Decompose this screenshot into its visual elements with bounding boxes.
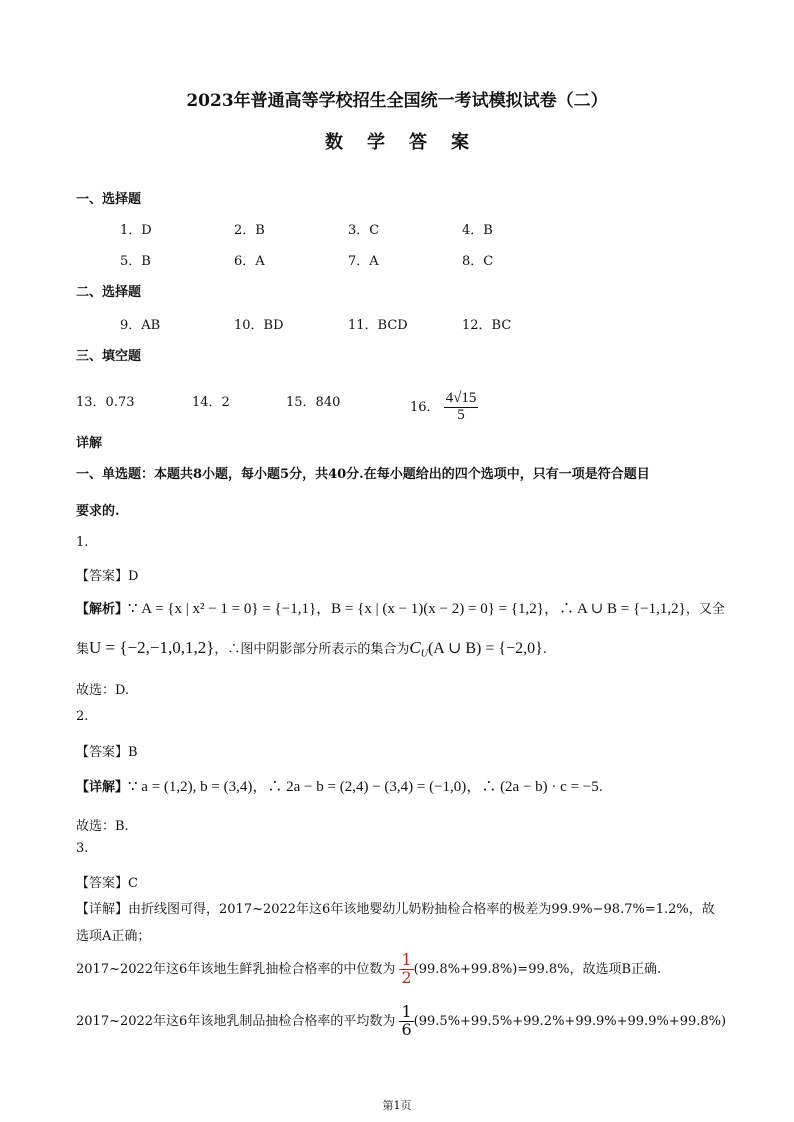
single-intro-line2: 要求的.	[76, 504, 120, 519]
answer-10: 10．BD	[234, 318, 284, 333]
answer-14: 14．2	[192, 395, 230, 410]
section-choice-2: 二、选择题	[76, 285, 142, 300]
section-choice-1: 一、选择题	[76, 192, 142, 207]
answer-15: 15．840	[286, 395, 341, 410]
q3-mean-calc: (99.5%+99.5%+99.2%+99.9%+99.9%+99.8%)	[413, 1013, 727, 1029]
page-subtitle: 数学答案	[325, 132, 493, 153]
answer-16-fraction	[444, 391, 479, 424]
answer-16	[410, 391, 478, 424]
q1-complement-c: C	[409, 638, 421, 657]
answer-8: 8．C	[462, 254, 494, 269]
detail-heading: 详解	[76, 436, 103, 451]
q2-conclusion: 故选：B.	[76, 819, 129, 834]
q1-line2-middle: ，∴图中阴影部分所表示的集合为	[214, 642, 410, 657]
answer-4: 4．B	[462, 223, 493, 238]
answer-3: 3．C	[348, 223, 380, 238]
q1-conclusion: 故选：D.	[76, 683, 130, 698]
q1-complement-result: (A ∪ B) = {−2,0}	[427, 640, 543, 657]
q3-detail-line4	[76, 1004, 726, 1039]
q3-mean-text: 2017~2022年这6年该地乳制品抽检合格率的平均数为	[76, 1013, 396, 1029]
answer-13: 13．0.73	[76, 395, 135, 410]
q3-half-denominator: 2	[401, 967, 412, 987]
section-fill: 三、填空题	[76, 349, 142, 364]
q1-analysis-line1	[76, 597, 725, 618]
answer-16-numerator: 4√15	[445, 390, 477, 406]
page-title: 2023年普通高等学校招生全国统一考试模拟试卷（二）	[186, 91, 608, 111]
q3-sixth-numerator: 1	[401, 1002, 412, 1021]
q2-dot-product: ，∴ (2a − b) · c = −5	[466, 779, 599, 795]
q3-median-text: 2017~2022年这6年该地生鲜乳抽检合格率的中位数为	[76, 961, 396, 977]
answer-9: 9．AB	[120, 318, 161, 333]
q3-detail-line2: 选项A正确；	[76, 929, 151, 944]
q1-union: ，∴ A ∪ B = {−1,1,2}	[544, 601, 686, 617]
q1-set-a: ∵ A = {x | x² − 1 = 0} = {−1,1}	[128, 601, 317, 617]
q1-line2-end: .	[542, 642, 547, 657]
q2-vectors: ∵ a = (1,2), b = (3,4)	[128, 779, 253, 795]
q2-number: 2.	[76, 709, 89, 724]
q1-analysis-label: 【解析】	[76, 602, 129, 617]
page-number: 第1页	[382, 1099, 412, 1112]
q2-detail	[76, 775, 603, 796]
q1-answer: 【答案】D	[76, 569, 139, 584]
answer-6: 6．A	[234, 254, 265, 269]
q1-universal-set: U = {−2,−1,0,1,2}	[89, 638, 215, 657]
answer-16-denominator: 5	[457, 406, 465, 423]
q3-sixth-fraction	[399, 1004, 413, 1039]
q3-answer: 【答案】C	[76, 876, 138, 891]
answer-5: 5．B	[120, 254, 151, 269]
q2-detail-label: 【详解】	[76, 780, 129, 795]
q3-median-calc: (99.8%+99.8%)=99.8%，故选项B正确.	[413, 961, 662, 977]
q3-detail-line1: 【详解】由折线图可得，2017~2022年这6年该地婴幼儿奶粉抽检合格率的极差为99.9%−98.7%=1.2%，故	[76, 902, 715, 917]
q2-answer: 【答案】B	[76, 745, 138, 760]
q1-set-b: ，B = {x | (x − 1)(x − 2) = 0} = {1,2}	[316, 601, 545, 617]
q1-line2-prefix: 集	[76, 642, 90, 657]
answer-2: 2．B	[234, 223, 265, 238]
q2-end: .	[598, 780, 603, 795]
answer-7: 7．A	[348, 254, 379, 269]
answer-12: 12．BC	[462, 318, 512, 333]
q3-number: 3.	[76, 841, 89, 856]
q3-half-numerator: 1	[401, 950, 412, 969]
q3-sixth-denominator: 6	[401, 1019, 412, 1039]
q3-half-fraction	[399, 952, 413, 987]
q1-number: 1.	[76, 535, 89, 550]
answer-11: 11．BCD	[348, 318, 408, 333]
q1-analysis-line2	[76, 638, 547, 660]
q1-tail: ，又全	[685, 602, 725, 617]
q2-difference: ，∴ 2a − b = (2,4) − (3,4) = (−1,0)	[252, 779, 467, 795]
single-intro-line1: 一、单选题：本题共8小题，每小题5分，共40分.在每小题给出的四个选项中，只有一项是符合题目	[76, 467, 650, 482]
q1-complement-sub: U	[420, 648, 428, 660]
q3-detail-line3	[76, 952, 661, 987]
answer-16-label: 16．	[410, 399, 440, 415]
answer-1: 1．D	[120, 223, 152, 238]
